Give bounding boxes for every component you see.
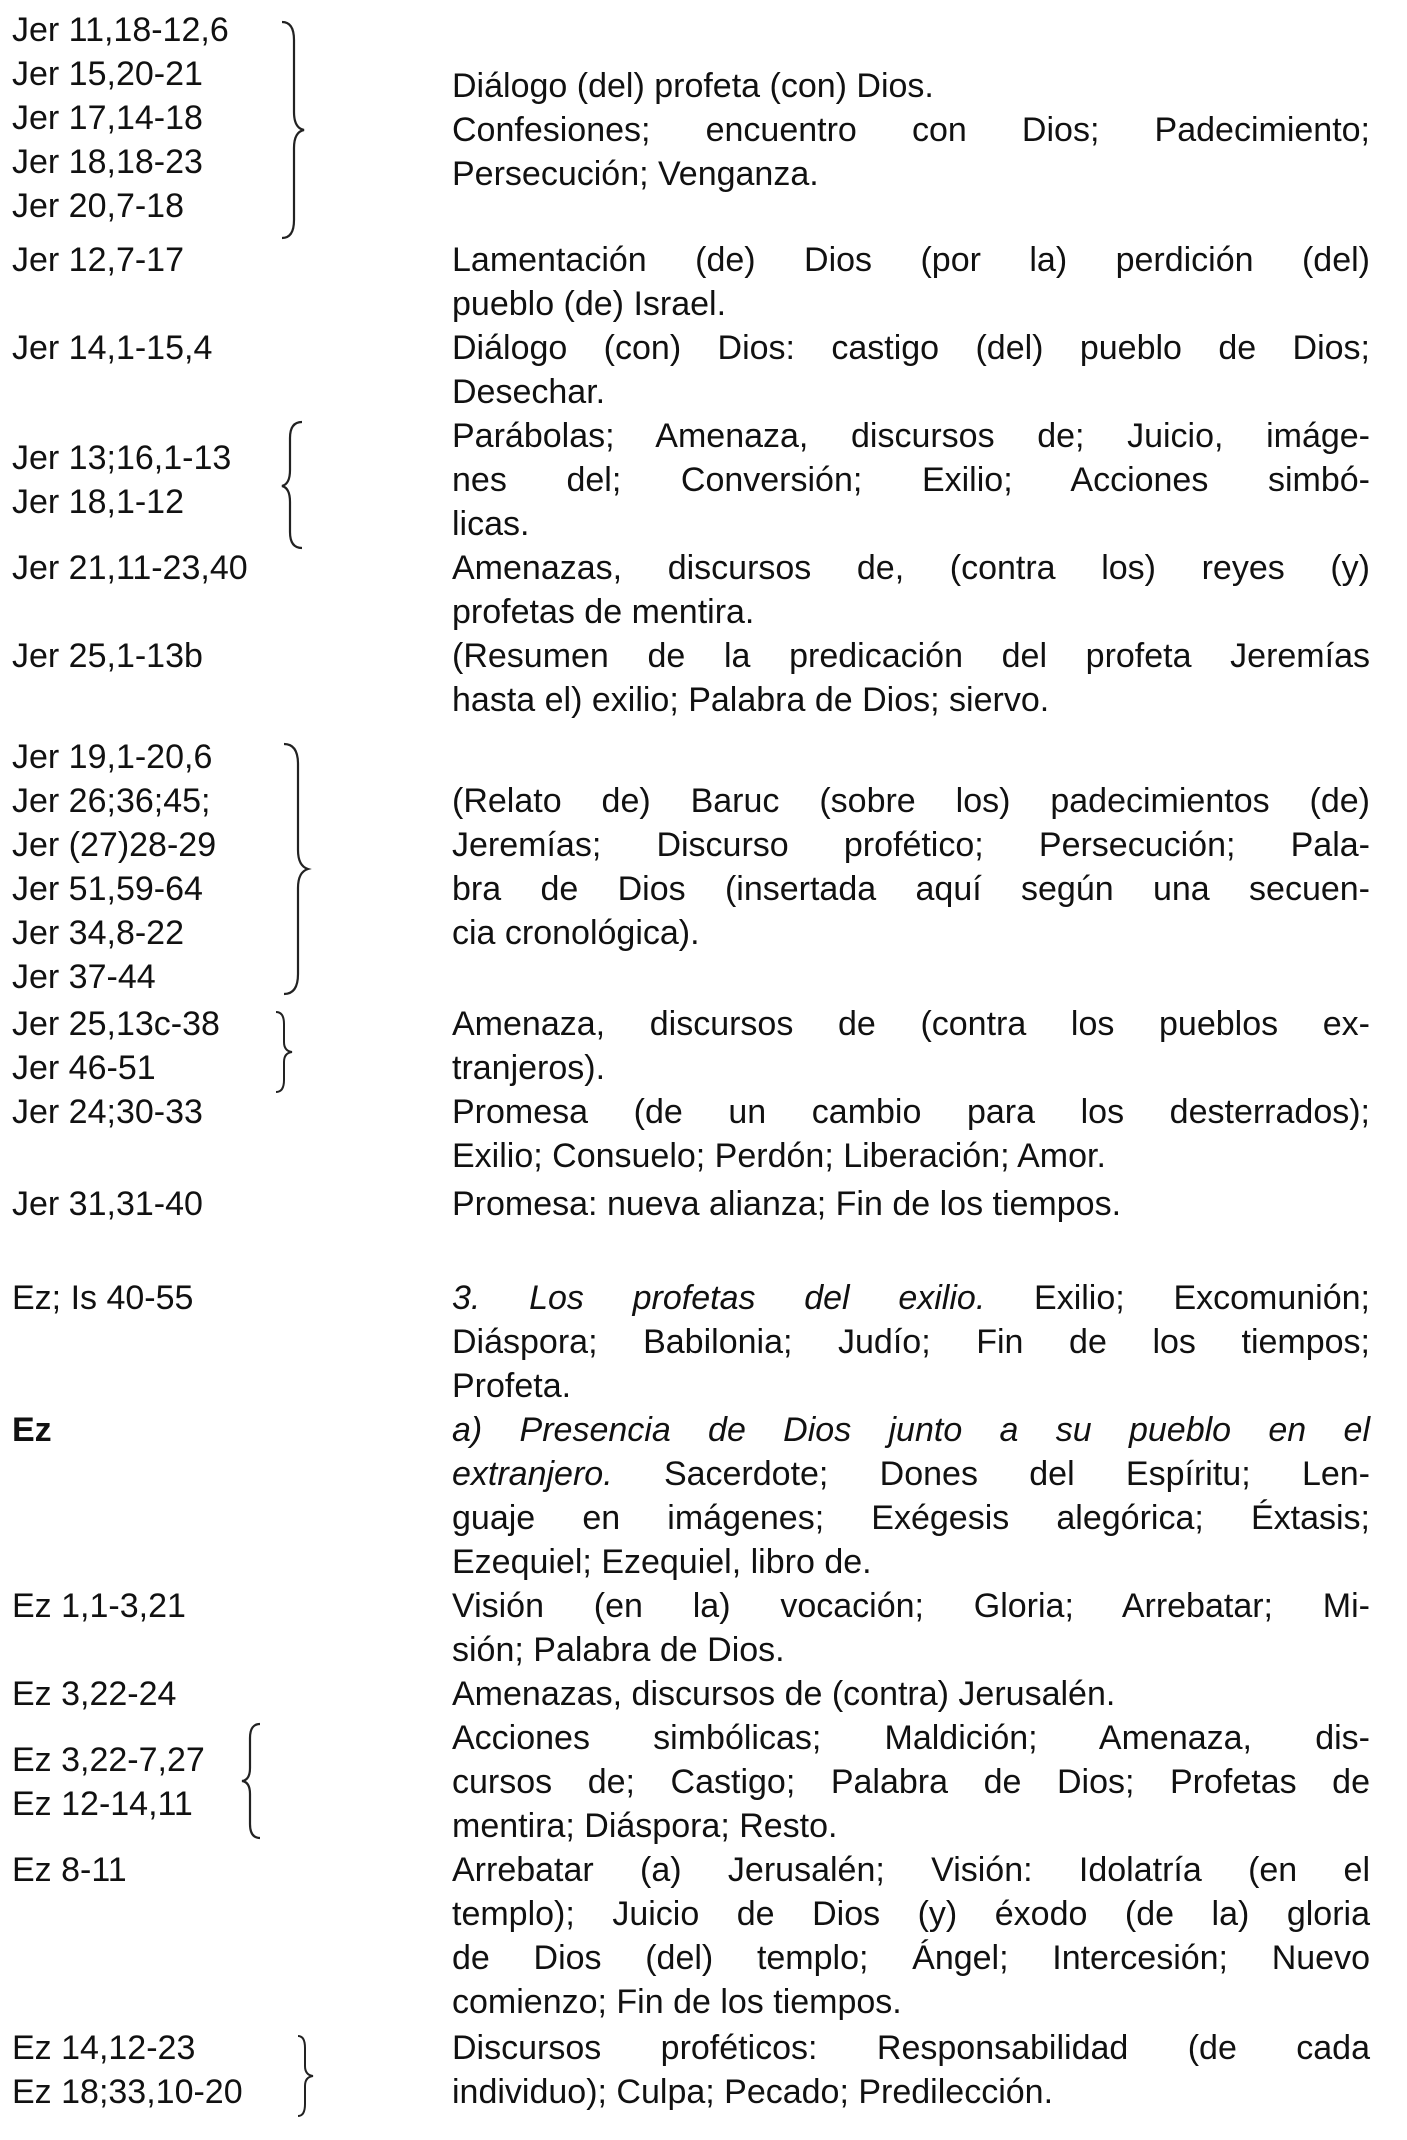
description: Lamentación (de) Dios (por la) perdición (del) pueblo (de) Israel. — [452, 241, 1370, 323]
reference: Ez 12-14,11 — [12, 1785, 193, 1823]
reference: Jer 37-44 — [12, 958, 156, 996]
reference-group — [12, 1276, 193, 1320]
right-brace-icon — [294, 2034, 318, 2118]
reference-group — [12, 1408, 52, 1452]
right-brace-icon — [272, 1010, 298, 1094]
right-brace-icon — [278, 20, 308, 240]
reference: Jer 31,31-40 — [12, 1185, 203, 1223]
reference: Ez — [12, 1411, 52, 1449]
reference: Jer 46-51 — [12, 1049, 156, 1087]
reference-group — [12, 1182, 203, 1226]
reference-group — [12, 1002, 220, 1090]
description: Diálogo (con) Dios: castigo (del) pueblo de Dios; Desechar. — [452, 329, 1370, 411]
reference: Jer 11,18-12,6 — [12, 11, 229, 49]
reference: Ez 3,22-7,27 — [12, 1741, 205, 1779]
reference: Jer 26;36;45; — [12, 782, 211, 820]
description: Arrebatar (a) Jerusalén; Visión: Idolatría (en el templo); Juicio de Dios (y) éxodo (de la) gloria de Dios (del) templo; Ángel; Intercesión; Nuevo comienzo; Fin de los tiempos. — [452, 1851, 1370, 2021]
description: Amenazas, discursos de (contra) Jerusalén. — [452, 1675, 1116, 1713]
reference: Jer 14,1-15,4 — [12, 329, 213, 367]
description: 3. Los profetas del exilio. Exilio; Excomunión; Diáspora; Babilonia; Judío; Fin de los tiempos; Profeta. — [452, 1279, 1370, 1405]
reference: Ez 8-11 — [12, 1851, 127, 1889]
reference-group — [12, 2026, 243, 2114]
reference: Ez 14,12-23 — [12, 2029, 196, 2067]
reference-group — [12, 326, 212, 370]
reference: Ez 3,22-24 — [12, 1675, 177, 1713]
reference-group — [12, 735, 216, 999]
description: a) Presencia de Dios junto a su pueblo en el extranjero. Sacerdote; Dones del Espíritu; Len- guaje en imágenes; Exégesis alegórica; Éxtasis; Ezequiel; Ezequiel, libro de. — [452, 1408, 1370, 1584]
reference-group — [12, 8, 229, 228]
description: Acciones simbólicas; Maldición; Amenaza, dis- cursos de; Castigo; Palabra de Dios; Profetas de mentira; Diáspora; Resto. — [452, 1719, 1370, 1845]
description: Promesa (de un cambio para los desterrados); Exilio; Consuelo; Perdón; Liberación; Amor. — [452, 1093, 1370, 1175]
reference: Jer 51,59-64 — [12, 870, 203, 908]
left-brace-icon — [278, 420, 308, 550]
reference: Jer 21,11-23,40 — [12, 549, 248, 587]
reference-group — [12, 546, 248, 590]
reference-group — [12, 238, 184, 282]
reference: Ez 18;33,10-20 — [12, 2073, 243, 2111]
description: Parábolas; Amenaza, discursos de; Juicio, imáge- nes del; Conversión; Exilio; Acciones simbó- licas. — [452, 417, 1370, 543]
description: (Relato de) Baruc (sobre los) padecimientos (de) Jeremías; Discurso profético; Persecución; Pala- bra de Dios (insertada aquí según una secuen- cia cronológica). — [452, 782, 1370, 952]
right-brace-icon — [280, 742, 312, 996]
description: Amenazas, discursos de, (contra los) reyes (y) profetas de mentira. — [452, 549, 1370, 631]
description: Diálogo (del) profeta (con) Dios. Confesiones; encuentro con Dios; Padecimiento; Persecución; Venganza. — [452, 67, 1370, 193]
reference: Jer 13;16,1-13 — [12, 439, 232, 477]
description: Visión (en la) vocación; Gloria; Arrebatar; Mi- sión; Palabra de Dios. — [452, 1587, 1370, 1669]
reference: Jer 12,7-17 — [12, 241, 184, 279]
reference: Jer 25,1-13b — [12, 637, 203, 675]
reference: Jer 18,18-23 — [12, 143, 203, 181]
reference-group — [12, 634, 203, 678]
reference: Ez; Is 40-55 — [12, 1279, 194, 1317]
description: (Resumen de la predicación del profeta Jeremías hasta el) exilio; Palabra de Dios; siervo. — [452, 637, 1370, 719]
reference: Ez 1,1-3,21 — [12, 1587, 186, 1625]
reference: Jer 34,8-22 — [12, 914, 184, 952]
reference-group — [12, 436, 231, 524]
subsection-heading: a) Presencia de Dios junto a su pueblo en el — [452, 1411, 1370, 1449]
reference-group — [12, 1848, 127, 1892]
reference: Jer 20,7-18 — [12, 187, 184, 225]
description: Amenaza, discursos de (contra los pueblos ex- tranjeros). — [452, 1005, 1370, 1087]
reference: Jer 18,1-12 — [12, 483, 184, 521]
section-heading: 3. Los profetas del exilio. — [452, 1279, 986, 1317]
description: Promesa: nueva alianza; Fin de los tiempos. — [452, 1185, 1122, 1223]
reference: Jer 25,13c-38 — [12, 1005, 220, 1043]
reference: Jer (27)28-29 — [12, 826, 217, 864]
reference-group — [12, 1090, 203, 1134]
reference-group — [12, 1672, 176, 1716]
reference: Jer 15,20-21 — [12, 55, 203, 93]
reference-group — [12, 1738, 205, 1826]
reference-group — [12, 1584, 186, 1628]
description: Discursos proféticos: Responsabilidad (de cada individuo); Culpa; Pecado; Predilección. — [452, 2029, 1370, 2111]
left-brace-icon — [238, 1722, 266, 1840]
reference: Jer 19,1-20,6 — [12, 738, 213, 776]
reference: Jer 24;30-33 — [12, 1093, 203, 1131]
reference: Jer 17,14-18 — [12, 99, 203, 137]
